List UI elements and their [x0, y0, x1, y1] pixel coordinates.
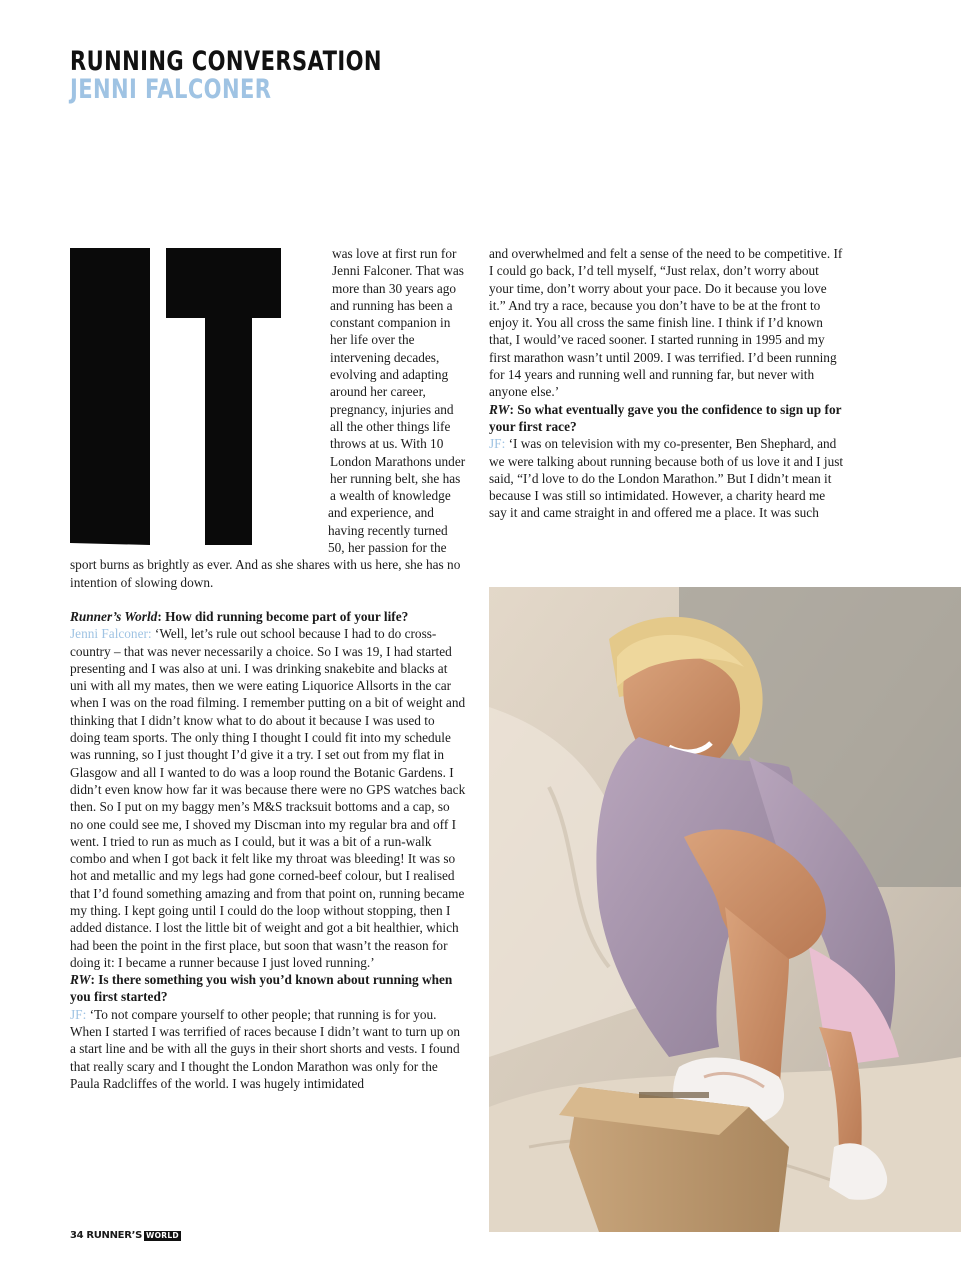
speaker-label: Jenni Falconer: [70, 626, 152, 642]
answer-1 [70, 625, 466, 971]
magazine-brand: RUNNER’S [86, 1230, 143, 1241]
interviewer-label: RW [489, 401, 510, 417]
question-text: : Is there something you wish you’d known about running when you first started? [70, 972, 453, 1005]
answer-text: ‘To not compare yourself to other people; that running is for you. When I started I was terrified of races because I didn’t want to turn up on a start line and be with all the guys in their short shorts and vests. I found that really scary and I thought the London Marathon was only for the Paula Radcliffes of the world. I was hugely intimidated [70, 1006, 461, 1091]
answer-2 [70, 1006, 466, 1092]
right-column [489, 245, 845, 522]
section-title [70, 48, 382, 104]
left-column [70, 245, 466, 1092]
interviewer-label: Runner’s World [70, 608, 158, 624]
page-footer [70, 1230, 181, 1241]
answer-text: ‘Well, let’s rule out school because I had to do cross-country – that was never necessarily a choice. So I was 19, I had started presenting and I was also at uni. I was drinking snakebite and blacks at uni with all my mates, then we were eating Liquorice Allsorts in the car when I was on the road filming. I remember putting on a bit of weight and thinking that I didn’t know what to do about it because I was used to doing team sports. The only thing I thought I could fit into my schedule was running, so I just thought I’d give it a try. I set out from my flat in Glasgow and all I wanted to do was a loop round the Botanic Gardens. I didn’t even know how far it was because there were no GPS watches back then. So I put on my baggy men’s M&S tracksuit bottoms and a cap, so no one could see me, I shoved my Discman into my regular bra and off I went. I tried to run as much as I could, but it was a bit of a run-walk combo and when I got back it felt like my throat was bleeding! It was so hot and metallic and my legs had gone corned-beef colour, but I realised that I’d found something amazing and from that point on, running became my thing. I kept going until I could do the loop without stopping, then I added distance. I lost the little bit of weight and got a bit healthier, which had been the point in the first place, but soon that wasn’t the reason for doing it: I became a runner because I just loved running.’ [70, 626, 466, 970]
intro-paragraph: was love at first run for Jenni Falconer. That was more than 30 years ago and running has been a constant companion in her life over the intervening decades, evolving and adapting around her career, pregnancy, injuries and all the other things life throws at us. With 10 London Marathons under her running belt, she has a wealth of knowledge and experience, and having recently turned 50, her passion for the sport burns as brightly as ever. And as she shares with us here, she has no intention of slowing down. [70, 246, 466, 590]
speaker-label: JF: [489, 436, 506, 452]
interviewer-label: RW [70, 972, 91, 988]
drop-cap-it [70, 248, 281, 545]
question-2 [70, 971, 466, 1006]
speaker-label: JF: [70, 1006, 87, 1022]
answer-text: ‘I was on television with my co-presenter, Ben Shephard, and we were talking about running because both of us love it and I just said, “I’d love to do the London Marathon.” But I didn’t mean it because I was still so intimidated. However, a charity heard me say it and came straight in and offered me a place. It was such [489, 436, 844, 521]
magazine-brand-box: WORLD [146, 1230, 179, 1240]
page-number: 34 [70, 1230, 84, 1241]
answer-3 [489, 435, 845, 521]
feature-photo [489, 587, 961, 1232]
question-1 [70, 608, 466, 625]
section-kicker: RUNNING CONVERSATION [70, 46, 382, 77]
answer-2-continued: and overwhelmed and felt a sense of the need to be competitive. If I could go back, I’d tell myself, “Just relax, don’t worry about your time, don’t worry about your pace. Do it because you love it.” And try a race, because you don’t have to be at the front to enjoy it. You all cross the same finish line. I think if I’d known that, I would’ve raced sooner. I started running in 1995 and my first marathon wasn’t until 2009. I was terrified. I’d been running for 14 years and running well and running far, but never with anyone else.’ [489, 246, 843, 400]
question-3 [489, 401, 845, 436]
question-text: : How did running become part of your life? [157, 608, 409, 624]
interviewee-name: JENNI FALCONER [70, 74, 272, 105]
runner-tying-shoe-illustration [489, 587, 961, 1232]
question-text: : So what eventually gave you the confidence to sign up for your first race? [489, 401, 842, 434]
